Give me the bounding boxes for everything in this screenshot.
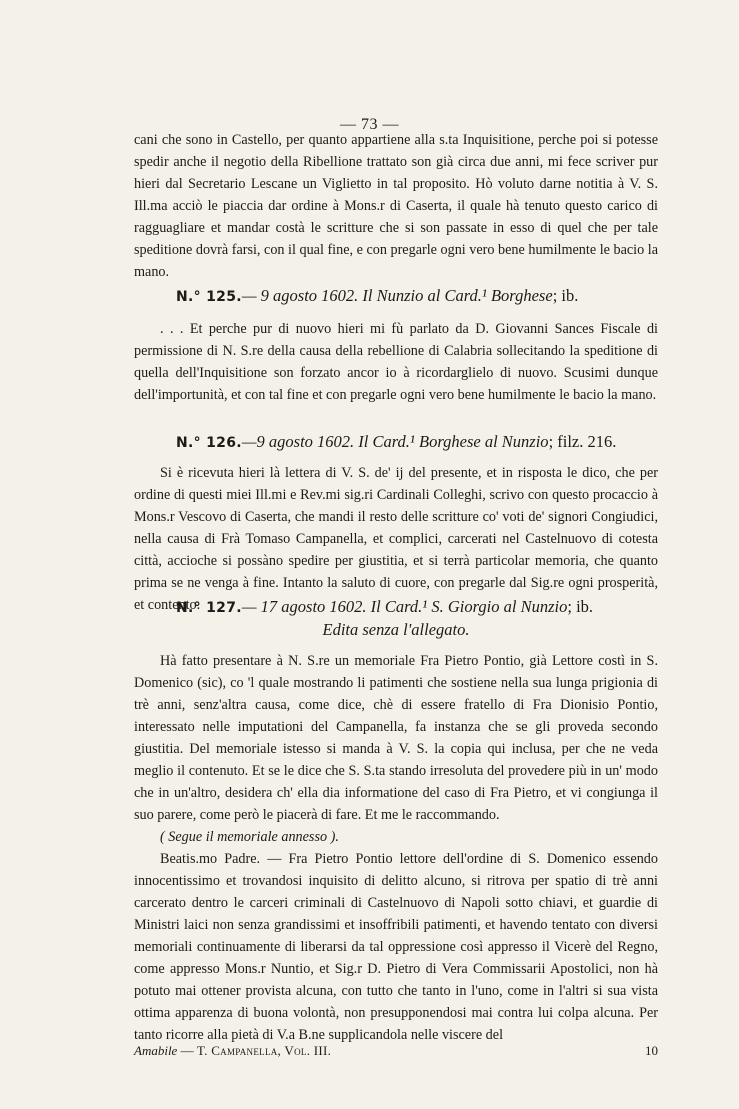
document-number: N.° 127. bbox=[176, 600, 242, 616]
document-heading-127 bbox=[176, 596, 656, 641]
document-source: ; ib. bbox=[567, 597, 594, 616]
document-source: ; ib. bbox=[552, 286, 579, 305]
footer-signature-mark: 10 bbox=[645, 1043, 658, 1058]
document-heading-126 bbox=[176, 431, 656, 454]
document-number: N.° 126. bbox=[176, 435, 242, 451]
footer-author: Amabile bbox=[134, 1043, 178, 1058]
letter-127 bbox=[134, 650, 658, 1046]
letter-125 bbox=[134, 318, 658, 406]
page-footer bbox=[134, 1043, 658, 1059]
paragraph-text: . . . Et perche pur di nuovo hieri mi fù parlato da D. Giovanni Sances Fiscale di permissione di N. S.re della causa della rebellione di Calabria sollecitando la speditione di quella dell'Inquisitione son forzato ancor io à ricordarglielo di nuovo. Scusimi dunque dell'importunità, et con tal fine et con pregarle ogni vero bene humilmente le bacio la mano. bbox=[134, 321, 658, 403]
paragraph-continuation bbox=[134, 129, 658, 283]
page-number: — 73 — bbox=[340, 116, 399, 133]
footer-dash: — bbox=[177, 1043, 197, 1058]
document-title: — 9 agosto 1602. Il Nunzio al Card.¹ Borghese bbox=[241, 286, 553, 305]
footer-work: T. Campanella, Vol. III. bbox=[196, 1043, 332, 1058]
paragraph-text: Beatis.mo Padre. — Fra Pietro Pontio lettore dell'ordine di S. Domenico essendo innocentissimo et trovandosi inquisito di delitto alcuno, si ritrova per spatio di trè anni carcerato dentro le carceri criminali di Castelnuovo di Napoli sotto chiavi, et guardie di Ministri laici non senza grandissimi et insoffribili patimenti, et havendo tentato con diversi memoriali continuamente di liberarsi da tal oppressione così appresso il Vicerè del Regno, come appresso Mons.r Nuntio, et Sig.r D. Pietro di Vera Commissarii Apostolici, non hà potuto mai ottener provista alcuna, con tutto che tanto in l'uno, come in l'altri si sua vista ottima apparenza di buona volontà, non presupponendosi mai contra lui colpa alcuna. Per tanto ricorre alla pietà di V.a B.ne supplicandola nelle viscere del bbox=[134, 851, 658, 1043]
paragraph-text: cani che sono in Castello, per quanto appartiene alla s.ta Inquisitione, perche poi si potesse spedir anche il negotio della Ribellione trattato son già circa due anni, mi fece scriver pur hieri dal Secretario Lescane un Viglietto in tal proposito. Hò voluto darne notitia à V. S. Ill.ma acciò le piaccia dar ordine à Mons.r di Caserta, il quale hà tenuto questo carico di ragguagliare et mandar costà le scritture che si son passate in esso di quel che per tale speditione dovrà farsi, con il qual fine, e con pregarle ogni vero bene humilmente le bacio la mano. bbox=[134, 132, 658, 280]
editor-note: ( Segue il memoriale annesso ). bbox=[160, 829, 339, 845]
document-subtitle: Edita senza l'allegato. bbox=[322, 620, 470, 639]
document-title: —9 agosto 1602. Il Card.¹ Borghese al Nunzio bbox=[241, 432, 549, 451]
paragraph-text: Si è ricevuta hieri là lettera di V. S. de' ij del presente, et in risposta le dico, che per ordine di questi miei Ill.mi e Rev.mi sig.ri Cardinali Colleghi, scrivo con questo procaccio à Mons.r Vescovo di Caserta, che mandi il resto delle scritture co' voti de' signori Congiudici, nella causa di Frà Tomaso Campanella, et complici, carcerati nel Castelnuovo di cotesta città, accioche si possàno spedire per giustitia, et si terrà particolar memoria, che quanto prima se ne venga à fine. Intanto la saluto di cuore, con pregarle dal Sig.re ogni prosperità, et contento. bbox=[134, 465, 658, 613]
document-source: ; filz. 216. bbox=[548, 432, 617, 451]
paragraph-text: Hà fatto presentare à N. S.re un memoriale Fra Pietro Pontio, già Lettore costì in S. Domenico (sic), co 'l quale mostrando li patimenti che sostiene nella sua lunga prigionia di trè anni, senz'altra causa, come dice, chè di essere fratello di Fra Dionisio Pontio, interessato nelle imputationi del Campanella, fa instanza che se gli proveda secondo giustitia. Del memoriale istesso si manda à V. S. la copia qui inclusa, per che ne veda meglio il contenuto. Et se le dice che S. S.ta stando irresoluta del provedere più in un' modo che in un'altro, desidera ch' ella dia informatione del caso di Fra Pietro, et vi congiunga il suo parere, come però le piacerà di fare. Et me le raccommando. bbox=[134, 653, 658, 823]
letter-126 bbox=[134, 462, 658, 616]
document-number: N.° 125. bbox=[176, 289, 242, 305]
document-heading-125 bbox=[176, 285, 656, 308]
document-title: — 17 agosto 1602. Il Card.¹ S. Giorgio al Nunzio bbox=[241, 597, 568, 616]
footer-signature-line bbox=[134, 1043, 331, 1059]
